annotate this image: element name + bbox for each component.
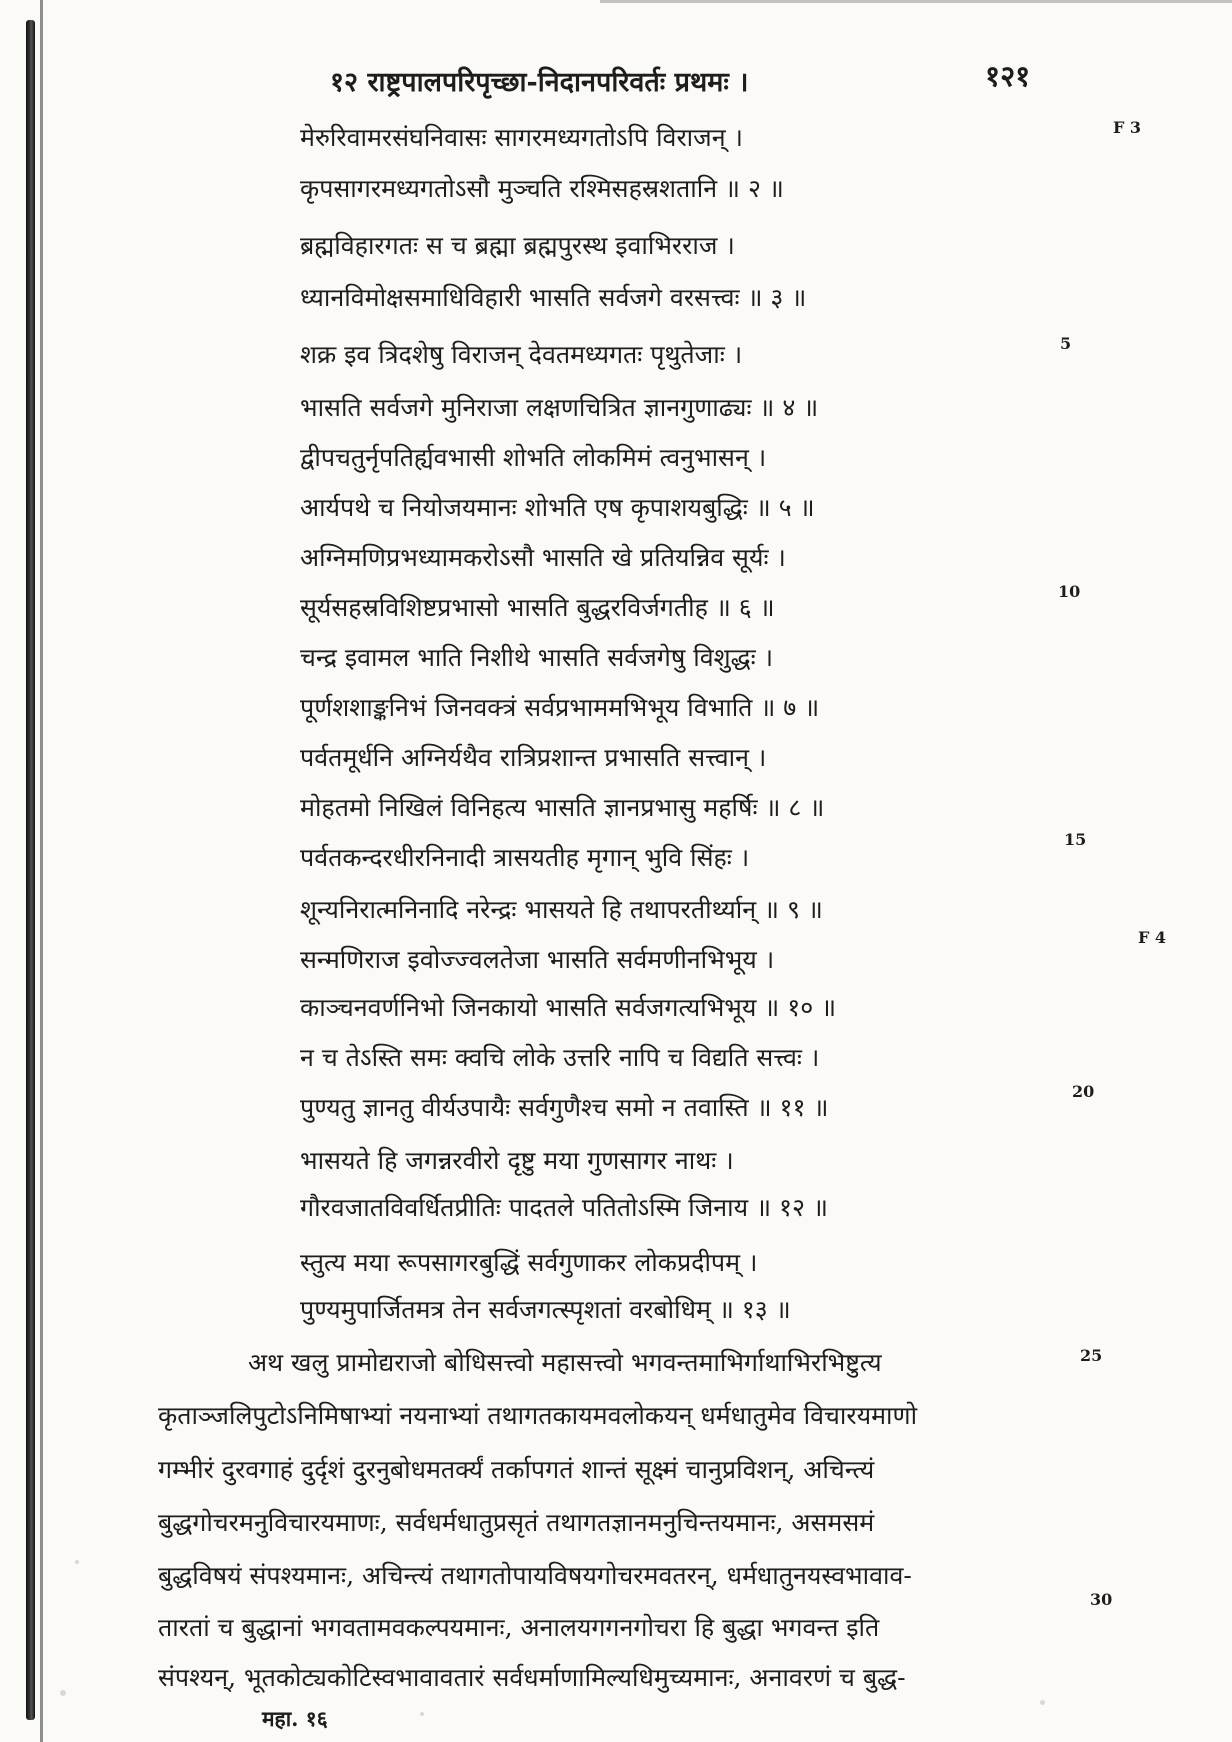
- verse-line: सन्मणिराज इवोज्ज्वलतेजा भासति सर्वमणीनभिभूय ।: [300, 945, 775, 974]
- margin-line-5: 5: [1060, 334, 1072, 353]
- margin-line-10: 10: [1058, 582, 1081, 601]
- verse-line: गौरवजातविवर्धितप्रीतिः पादतले पतितोऽस्मि जिनाय ॥ १२ ॥: [300, 1193, 828, 1222]
- verse-line: ध्यानविमोक्षसमाधिविहारी भासति सर्वजगे वरसत्त्वः ॥ ३ ॥: [300, 283, 807, 312]
- verse-line: पूर्णशशाङ्कनिभं जिनवक्त्रं सर्वप्रभाममभिभूय विभाति ॥ ७ ॥: [300, 693, 820, 722]
- verse-line: न च तेऽस्ति समः क्वचि लोके उत्तरि नापि च विद्यति सत्त्वः ।: [300, 1043, 820, 1072]
- prose-line: तारतां च बुद्धानां भगवतामवकल्पयमानः, अनालयगगनगोचरा हि बुद्धा भगवन्त इति: [158, 1613, 880, 1642]
- verse-line: ब्रह्मविहारगतः स च ब्रह्मा ब्रह्मपुरस्थ इवाभिरराज ।: [300, 231, 735, 260]
- verse-line: चन्द्र इवामल भाति निशीथे भासति सर्वजगेषु विशुद्धः ।: [300, 643, 774, 672]
- margin-line-15: 15: [1064, 830, 1087, 849]
- top-edge-line: [600, 0, 1232, 3]
- verse-line: आर्यपथे च नियोजयमानः शोभति एष कृपाशयबुद्धिः ॥ ५ ॥: [300, 493, 815, 522]
- margin-folio-f4: F 4: [1138, 928, 1167, 947]
- verse-line: भासयते हि जगन्नरवीरो दृष्टु मया गुणसागर नाथः ।: [300, 1146, 734, 1175]
- margin-line-25: 25: [1080, 1346, 1103, 1365]
- margin-line-30: 30: [1090, 1590, 1113, 1609]
- prose-line: अथ खलु प्रामोद्यराजो बोधिसत्त्वो महासत्त्वो भगवन्तमाभिर्गाथाभिरभिष्टुत्य: [248, 1348, 882, 1377]
- prose-line: बुद्धगोचरमनुविचारयमाणः, सर्वधर्मधातुप्रसृतं तथागतज्ञानमनुचिन्तयमानः, असमसमं: [158, 1508, 875, 1537]
- scan-speck: [420, 1712, 424, 1716]
- prose-line: कृताञ्जलिपुटोऽनिमिषाभ्यां नयनाभ्यां तथागतकायमवलोकयन् धर्मधातुमेव विचारयमाणो: [158, 1401, 918, 1430]
- verse-line: स्तुत्य मया रूपसागरबुद्धिं सर्वगुणाकर लोकप्रदीपम् ।: [300, 1248, 758, 1277]
- book-spine-shadow: [40, 0, 43, 1742]
- verse-line: कृपसागरमध्यगतोऽसौ मुञ्चति रश्मिसहस्रशतानि ॥ २ ॥: [300, 174, 784, 203]
- verse-line: काञ्चनवर्णनिभो जिनकायो भासति सर्वजगत्यभिभूय ॥ १० ॥: [300, 993, 837, 1022]
- verse-line: द्वीपचतुर्नृपतिर्ह्यवभासी शोभति लोकमिमं त्वनुभासन् ।: [300, 443, 767, 472]
- verse-line: पुण्यतु ज्ञानतु वीर्यउपायैः सर्वगुणैश्च समो न तवास्ति ॥ ११ ॥: [300, 1093, 829, 1122]
- verse-line: पर्वतमूर्धनि अग्निर्यथैव रात्रिप्रशान्त प्रभासति सत्त्वान् ।: [300, 743, 767, 772]
- scan-speck: [75, 1560, 79, 1564]
- verse-line: शून्यनिरात्मनिनादि नरेन्द्रः भासयते हि तथापरतीर्थ्यान् ॥ ९ ॥: [300, 895, 823, 924]
- page-number: १२१: [985, 59, 1031, 93]
- prose-line: संपश्यन्, भूतकोट्यकोटिस्वभावावतारं सर्वधर्माणामिल्यधिमुच्यमानः, अनावरणं च बुद्ध-: [158, 1663, 906, 1692]
- verse-line: पर्वतकन्दरधीरनिनादी त्रासयतीह मृगान् भुवि सिंहः ।: [300, 843, 750, 872]
- margin-folio-f3: F 3: [1113, 118, 1142, 137]
- running-header: १२ राष्ट्रपालपरिपृच्छा-निदानपरिवर्तः प्रथमः ।: [330, 67, 749, 98]
- scan-speck: [1040, 1700, 1045, 1705]
- verse-line: शक्र इव त्रिदशेषु विराजन् देवतमध्यगतः पृथुतेजाः ।: [300, 340, 743, 369]
- prose-line: गम्भीरं दुरवगाहं दुर्दृशं दुरनुबोधमतर्क्यं तर्कापगतं शान्तं सूक्ष्मं चानुप्रविशन्, अचिन्त्यं: [158, 1455, 875, 1484]
- verse-line: भासति सर्वजगे मुनिराजा लक्षणचित्रित ज्ञानगुणाढ्यः ॥ ४ ॥: [300, 393, 819, 422]
- scan-speck: [60, 1690, 66, 1696]
- verse-line: सूर्यसहस्रविशिष्टप्रभासो भासति बुद्धरविर्जगतीह ॥ ६ ॥: [300, 593, 775, 622]
- verse-line: मोहतमो निखिलं विनिहत्य भासति ज्ञानप्रभासु महर्षिः ॥ ८ ॥: [300, 793, 825, 822]
- signature-mark: महा. १६: [262, 1706, 328, 1731]
- verse-line: पुण्यमुपार्जितमत्र तेन सर्वजगत्स्पृशतां वरबोधिम् ॥ १३ ॥: [300, 1295, 791, 1324]
- prose-line: बुद्धविषयं संपश्यमानः, अचिन्त्यं तथागतोपायविषयगोचरमवतरन्, धर्मधातुनयस्वभावाव-: [158, 1561, 912, 1590]
- margin-line-20: 20: [1072, 1082, 1095, 1101]
- verse-line: मेरुरिवामरसंघनिवासः सागरमध्यगतोऽपि विराजन् ।: [300, 123, 743, 152]
- verse-line: अग्निमणिप्रभध्यामकरोऽसौ भासति खे प्रतियन्निव सूर्यः ।: [300, 543, 786, 572]
- book-spine-edge: [26, 20, 35, 1720]
